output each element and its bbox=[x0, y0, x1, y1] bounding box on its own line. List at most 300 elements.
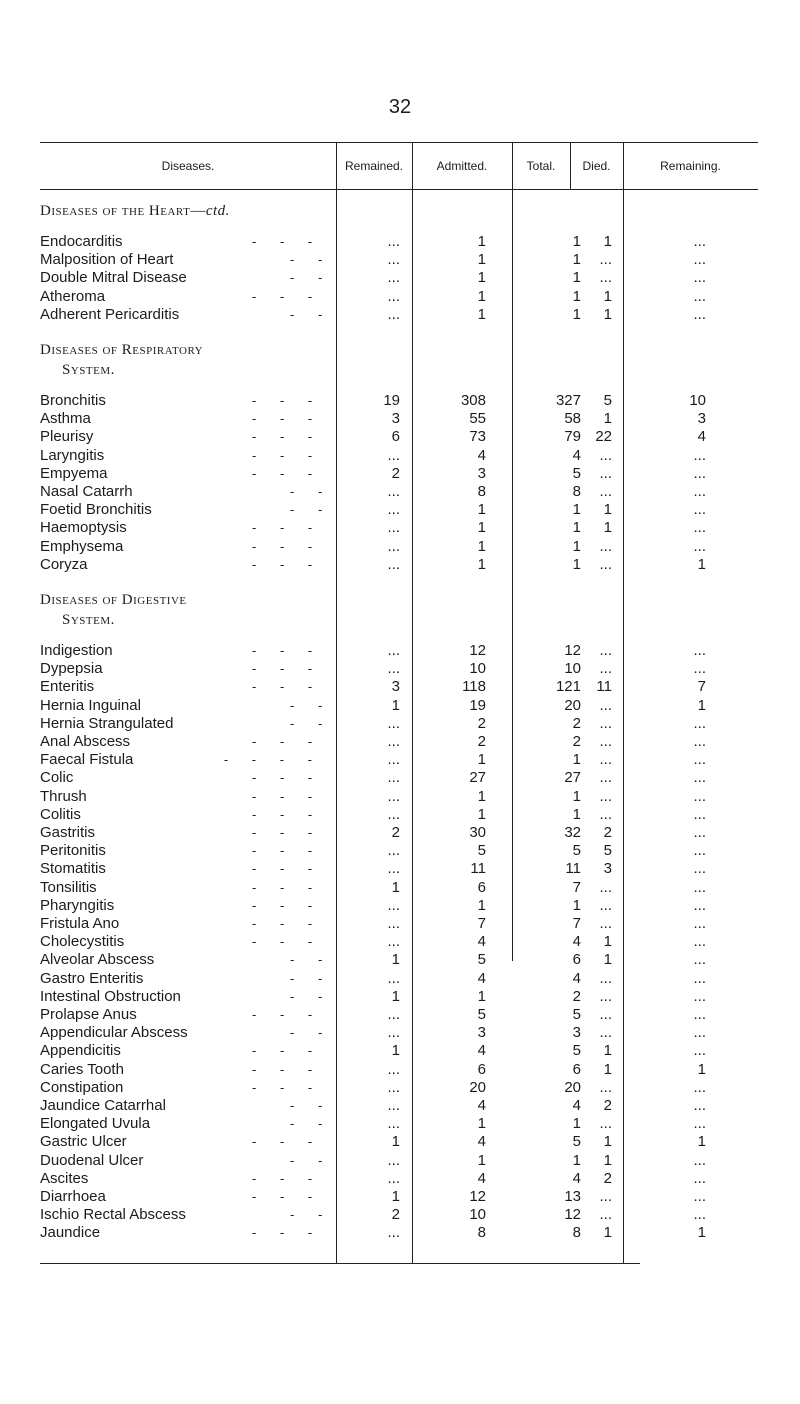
cell-total: 4 bbox=[572, 1169, 581, 1187]
cell-total: 4 bbox=[572, 1097, 581, 1114]
cell-remained: ... bbox=[387, 251, 400, 269]
cell-remaining: ... bbox=[693, 896, 706, 914]
leader-dashes: - - - bbox=[252, 465, 313, 481]
cell-remaining: ... bbox=[693, 305, 706, 323]
table-row bbox=[40, 842, 758, 860]
table-row bbox=[40, 447, 758, 465]
cell-remained: 1 bbox=[391, 1042, 400, 1060]
leader-dashes: - - bbox=[290, 988, 323, 1004]
section-title-line: System. bbox=[62, 362, 115, 378]
cell-remained: ... bbox=[387, 787, 400, 805]
cell-died: ... bbox=[599, 537, 612, 555]
cell-admitted: 30 bbox=[469, 824, 486, 841]
cell-total: 6 bbox=[572, 1060, 581, 1078]
disease-name: Double Mitral Disease bbox=[40, 269, 187, 287]
cell-admitted: 118 bbox=[462, 678, 486, 696]
cell-died: ... bbox=[599, 969, 612, 987]
disease-name: Gastro Enteritis bbox=[40, 969, 144, 987]
disease-name: Dypepsia bbox=[40, 660, 103, 678]
cell-admitted: 4 bbox=[477, 1097, 486, 1114]
cell-remained: ... bbox=[387, 1060, 400, 1078]
cell-total: 58 bbox=[564, 410, 581, 428]
disease-name: Bronchitis bbox=[40, 392, 106, 409]
cell-admitted: 1 bbox=[477, 501, 486, 519]
cell-remaining: ... bbox=[693, 1042, 706, 1060]
cell-remained: 3 bbox=[391, 678, 400, 696]
cell-admitted: 1 bbox=[477, 751, 486, 769]
leader-dashes: - - - bbox=[252, 788, 313, 804]
cell-died: ... bbox=[599, 714, 612, 732]
disease-name: Adherent Pericarditis bbox=[40, 305, 180, 323]
cell-remaining: ... bbox=[693, 878, 706, 896]
cell-total: 4 bbox=[572, 446, 581, 464]
cell-total: 1 bbox=[572, 751, 581, 769]
disease-name: Nasal Catarrh bbox=[40, 483, 133, 500]
column-header: Total. bbox=[526, 159, 556, 173]
table-row bbox=[40, 860, 758, 878]
cell-died: 22 bbox=[595, 428, 612, 446]
disease-name: Fristula Ano bbox=[40, 915, 120, 932]
cell-admitted: 6 bbox=[477, 1060, 486, 1078]
cell-total: 1 bbox=[572, 287, 581, 305]
cell-remained: ... bbox=[387, 446, 400, 464]
leader-dashes: - - - bbox=[252, 934, 313, 950]
table-row bbox=[40, 1152, 758, 1170]
disease-name: Tonsilitis bbox=[40, 878, 97, 896]
cell-total: 12 bbox=[564, 642, 581, 659]
table-row bbox=[40, 538, 758, 556]
cell-total: 32 bbox=[564, 824, 581, 841]
cell-remained: ... bbox=[387, 642, 400, 659]
cell-admitted: 8 bbox=[477, 1224, 486, 1242]
leader-dashes: - - - bbox=[252, 1043, 313, 1059]
cell-admitted: 20 bbox=[469, 1078, 486, 1096]
disease-name: Thrush bbox=[40, 787, 87, 805]
disease-name: Anal Abscess bbox=[40, 733, 131, 750]
disease-name: Alveolar Abscess bbox=[40, 951, 155, 969]
section-title-line: Diseases of Digestive bbox=[40, 592, 187, 608]
cell-total: 79 bbox=[564, 428, 581, 446]
cell-died: 1 bbox=[603, 287, 612, 305]
leader-dashes: - - bbox=[290, 306, 323, 322]
leader-dashes: - - bbox=[290, 697, 323, 713]
cell-died: 1 bbox=[603, 1151, 612, 1169]
leader-dashes: - - - bbox=[252, 556, 313, 572]
cell-died: ... bbox=[599, 805, 612, 823]
cell-total: 3 bbox=[572, 1024, 581, 1042]
cell-remaining: ... bbox=[693, 537, 706, 555]
cell-admitted: 6 bbox=[477, 878, 486, 896]
table-row bbox=[40, 660, 758, 678]
table-row bbox=[40, 879, 758, 897]
disease-name: Malposition of Heart bbox=[40, 251, 174, 269]
cell-admitted: 27 bbox=[469, 769, 486, 787]
cell-total: 1 bbox=[572, 787, 581, 805]
cell-total: 1 bbox=[572, 555, 581, 573]
cell-remaining: ... bbox=[693, 842, 706, 860]
table-row bbox=[40, 733, 758, 751]
disease-name: Indigestion bbox=[40, 642, 113, 659]
cell-remaining: ... bbox=[693, 969, 706, 987]
cell-total: 2 bbox=[572, 714, 581, 732]
cell-admitted: 1 bbox=[477, 269, 486, 287]
disease-name: Haemoptysis bbox=[40, 519, 127, 537]
cell-total: 5 bbox=[572, 1133, 581, 1151]
disease-name: Colitis bbox=[40, 805, 81, 823]
leader-dashes: - - bbox=[290, 1207, 323, 1223]
table-row bbox=[40, 519, 758, 537]
cell-remained: ... bbox=[387, 501, 400, 519]
cell-died: 1 bbox=[603, 951, 612, 969]
table-row bbox=[40, 1133, 758, 1151]
disease-name: Colic bbox=[40, 769, 74, 787]
cell-died: ... bbox=[599, 483, 612, 500]
cell-remaining: ... bbox=[693, 933, 706, 951]
cell-died: 1 bbox=[603, 233, 612, 250]
cell-remained: ... bbox=[387, 805, 400, 823]
cell-died: ... bbox=[599, 987, 612, 1005]
table-row bbox=[40, 988, 758, 1006]
cell-died: 2 bbox=[603, 1169, 612, 1187]
cell-admitted: 1 bbox=[477, 896, 486, 914]
cell-total: 2 bbox=[572, 733, 581, 750]
leader-dashes: - - bbox=[290, 1098, 323, 1113]
leader-dashes: - - bbox=[290, 1116, 323, 1132]
cell-remaining: ... bbox=[693, 1006, 706, 1023]
table-row bbox=[40, 288, 758, 306]
disease-name: Stomatitis bbox=[40, 860, 106, 878]
leader-dashes: - - - bbox=[252, 1079, 313, 1095]
cell-total: 8 bbox=[572, 1224, 581, 1242]
cell-remained: ... bbox=[387, 1006, 400, 1023]
table-row bbox=[40, 715, 758, 733]
cell-admitted: 1 bbox=[477, 287, 486, 305]
cell-died: 1 bbox=[603, 1060, 612, 1078]
leader-dashes: - - bbox=[290, 270, 323, 286]
cell-died: 1 bbox=[603, 410, 612, 428]
table-row bbox=[40, 1097, 758, 1115]
cell-remaining: ... bbox=[693, 519, 706, 537]
cell-admitted: 1 bbox=[477, 987, 486, 1005]
cell-remaining: ... bbox=[693, 1151, 706, 1169]
cell-remaining: ... bbox=[693, 501, 706, 519]
cell-remaining: ... bbox=[693, 787, 706, 805]
cell-total: 5 bbox=[572, 842, 581, 860]
leader-dashes: - - - bbox=[252, 879, 313, 895]
cell-died: ... bbox=[599, 733, 612, 750]
cell-remaining: ... bbox=[693, 769, 706, 787]
leader-dashes: - - bbox=[290, 252, 323, 268]
table-row bbox=[40, 1224, 758, 1242]
cell-admitted: 1 bbox=[477, 233, 486, 250]
cell-remained: 6 bbox=[391, 428, 400, 446]
cell-admitted: 5 bbox=[477, 1006, 486, 1023]
cell-remaining: ... bbox=[693, 915, 706, 932]
cell-total: 7 bbox=[572, 915, 581, 932]
cell-remained: 3 bbox=[391, 410, 400, 428]
disease-name: Hernia Inguinal bbox=[40, 696, 141, 714]
table-row bbox=[40, 1115, 758, 1133]
cell-remaining: ... bbox=[693, 951, 706, 969]
cell-remained: 1 bbox=[391, 878, 400, 896]
cell-total: 10 bbox=[564, 660, 581, 678]
leader-dashes: - - bbox=[290, 1025, 323, 1041]
table-row bbox=[40, 1061, 758, 1079]
disease-name: Cholecystitis bbox=[40, 933, 125, 951]
disease-name: Prolapse Anus bbox=[40, 1006, 137, 1023]
cell-died: 1 bbox=[603, 1224, 612, 1242]
cell-total: 11 bbox=[565, 860, 581, 878]
table-row bbox=[40, 970, 758, 988]
cell-remained: ... bbox=[387, 915, 400, 932]
leader-dashes: - - - bbox=[252, 1061, 313, 1077]
cell-remaining: 4 bbox=[697, 428, 706, 446]
leader-dashes: - - - bbox=[252, 234, 313, 249]
cell-remaining: ... bbox=[693, 233, 706, 250]
cell-remaining: 1 bbox=[697, 1060, 706, 1078]
cell-total: 1 bbox=[572, 537, 581, 555]
cell-remained: ... bbox=[387, 860, 400, 878]
cell-remained: ... bbox=[387, 555, 400, 573]
cell-remained: 1 bbox=[391, 1133, 400, 1151]
cell-died: 5 bbox=[603, 392, 612, 409]
cell-admitted: 2 bbox=[477, 714, 486, 732]
cell-remaining: ... bbox=[693, 446, 706, 464]
cell-remained: ... bbox=[387, 751, 400, 769]
leader-dashes: - - bbox=[290, 484, 323, 499]
disease-name: Hernia Strangulated bbox=[40, 714, 174, 732]
cell-total: 1 bbox=[572, 269, 581, 287]
cell-remained: 1 bbox=[391, 951, 400, 969]
table-row bbox=[40, 410, 758, 428]
leader-dashes: - - - - bbox=[223, 752, 312, 768]
cell-remaining: ... bbox=[693, 1024, 706, 1042]
disease-name: Constipation bbox=[40, 1078, 124, 1096]
leader-dashes: - - - bbox=[252, 861, 313, 877]
disease-name: Diarrhoea bbox=[40, 1188, 106, 1205]
cell-total: 1 bbox=[572, 519, 581, 537]
cell-died: ... bbox=[599, 1006, 612, 1023]
cell-admitted: 1 bbox=[477, 1151, 486, 1169]
cell-remained: ... bbox=[387, 1224, 400, 1242]
leader-dashes: - - - bbox=[252, 661, 313, 677]
cell-remaining: ... bbox=[693, 251, 706, 269]
cell-died: 1 bbox=[603, 1042, 612, 1060]
leader-dashes: - - - bbox=[252, 411, 313, 427]
header-rule bbox=[40, 189, 758, 190]
cell-died: 2 bbox=[603, 824, 612, 841]
leader-dashes: - - - bbox=[252, 1189, 313, 1204]
cell-total: 5 bbox=[572, 1042, 581, 1060]
cell-died: ... bbox=[599, 660, 612, 678]
cell-remaining: ... bbox=[693, 464, 706, 482]
cell-remaining: 3 bbox=[697, 410, 706, 428]
cell-admitted: 1 bbox=[477, 537, 486, 555]
cell-admitted: 4 bbox=[477, 1169, 486, 1187]
table-row bbox=[40, 306, 758, 324]
cell-admitted: 10 bbox=[469, 660, 486, 678]
cell-total: 2 bbox=[572, 987, 581, 1005]
cell-remaining: 7 bbox=[697, 678, 706, 696]
cell-died: 1 bbox=[603, 933, 612, 951]
cell-died: 1 bbox=[603, 501, 612, 519]
section-title-text: Diseases of the Heart— bbox=[40, 203, 206, 219]
cell-died: 2 bbox=[603, 1097, 612, 1114]
cell-died: ... bbox=[599, 555, 612, 573]
cell-total: 20 bbox=[564, 1078, 581, 1096]
table-row bbox=[40, 501, 758, 519]
table-row bbox=[40, 824, 758, 842]
cell-total: 1 bbox=[572, 896, 581, 914]
disease-name: Intestinal Obstruction bbox=[40, 987, 181, 1005]
cell-admitted: 19 bbox=[469, 696, 486, 714]
cell-admitted: 4 bbox=[477, 969, 486, 987]
cell-remained: 1 bbox=[391, 1188, 400, 1205]
cell-died: 1 bbox=[603, 519, 612, 537]
cell-admitted: 10 bbox=[469, 1206, 486, 1224]
disease-name: Gastric Ulcer bbox=[40, 1133, 127, 1151]
leader-dashes: - - - bbox=[252, 520, 313, 536]
leader-dashes: - - - bbox=[252, 643, 313, 658]
disease-name: Appendicular Abscess bbox=[40, 1024, 188, 1042]
cell-remaining: ... bbox=[693, 987, 706, 1005]
cell-remaining: ... bbox=[693, 805, 706, 823]
table-row bbox=[40, 751, 758, 769]
cell-remaining: 1 bbox=[697, 696, 706, 714]
cell-remained: ... bbox=[387, 933, 400, 951]
table-row bbox=[40, 1079, 758, 1097]
table-row bbox=[40, 483, 758, 501]
cell-remained: ... bbox=[387, 714, 400, 732]
cell-total: 1 bbox=[572, 233, 581, 250]
cell-remaining: ... bbox=[693, 269, 706, 287]
leader-dashes: - - bbox=[290, 502, 323, 518]
leader-dashes: - - - bbox=[252, 843, 313, 859]
leader-dashes: - - - bbox=[252, 770, 313, 786]
cell-total: 12 bbox=[564, 1206, 581, 1224]
cell-remained: ... bbox=[387, 519, 400, 537]
cell-admitted: 12 bbox=[469, 642, 486, 659]
cell-admitted: 1 bbox=[477, 1115, 486, 1133]
bottom-rule bbox=[40, 1263, 640, 1264]
cell-admitted: 308 bbox=[460, 392, 486, 409]
cell-died: 1 bbox=[603, 1133, 612, 1151]
cell-total: 4 bbox=[572, 969, 581, 987]
table-row bbox=[40, 897, 758, 915]
leader-dashes: - - - bbox=[252, 1007, 313, 1022]
cell-total: 1 bbox=[572, 1115, 581, 1133]
disease-name: Emphysema bbox=[40, 537, 124, 555]
cell-admitted: 73 bbox=[469, 428, 486, 446]
leader-dashes: - - - bbox=[252, 288, 313, 304]
table-row bbox=[40, 1042, 758, 1060]
cell-died: 11 bbox=[596, 678, 612, 696]
leader-dashes: - - - bbox=[252, 1225, 313, 1241]
cell-died: ... bbox=[599, 1188, 612, 1205]
cell-remained: 2 bbox=[391, 464, 400, 482]
cell-remaining: ... bbox=[693, 733, 706, 750]
cell-admitted: 12 bbox=[469, 1188, 486, 1205]
cell-remaining: ... bbox=[693, 483, 706, 500]
cell-died: ... bbox=[599, 696, 612, 714]
cell-admitted: 1 bbox=[477, 305, 486, 323]
cell-remained: 2 bbox=[391, 824, 400, 841]
cell-remaining: 1 bbox=[697, 555, 706, 573]
cell-remained: ... bbox=[387, 969, 400, 987]
table-row bbox=[40, 465, 758, 483]
cell-admitted: 1 bbox=[477, 519, 486, 537]
disease-name: Ischio Rectal Abscess bbox=[40, 1206, 186, 1224]
cell-remained: 1 bbox=[391, 696, 400, 714]
cell-admitted: 3 bbox=[477, 464, 486, 482]
leader-dashes: - - - bbox=[252, 429, 313, 445]
cell-died: ... bbox=[599, 446, 612, 464]
cell-died: ... bbox=[599, 1078, 612, 1096]
cell-remaining: ... bbox=[693, 660, 706, 678]
cell-total: 1 bbox=[572, 305, 581, 323]
column-header: Admitted. bbox=[436, 159, 488, 173]
cell-died: ... bbox=[599, 464, 612, 482]
cell-admitted: 2 bbox=[477, 733, 486, 750]
cell-remained: 19 bbox=[383, 392, 400, 409]
cell-remaining: ... bbox=[693, 751, 706, 769]
disease-name: Asthma bbox=[40, 410, 91, 428]
cell-died: ... bbox=[599, 915, 612, 932]
cell-remained: ... bbox=[387, 733, 400, 750]
cell-remained: ... bbox=[387, 1024, 400, 1042]
cell-remaining: ... bbox=[693, 642, 706, 659]
disease-name: Empyema bbox=[40, 464, 108, 482]
table-row bbox=[40, 678, 758, 696]
cell-remaining: ... bbox=[693, 860, 706, 878]
section-title bbox=[40, 590, 187, 630]
cell-remaining: 1 bbox=[697, 1133, 706, 1151]
cell-admitted: 4 bbox=[477, 933, 486, 951]
table-row bbox=[40, 1006, 758, 1024]
cell-admitted: 1 bbox=[477, 251, 486, 269]
cell-remained: ... bbox=[387, 660, 400, 678]
cell-died: ... bbox=[599, 642, 612, 659]
cell-admitted: 4 bbox=[477, 1133, 486, 1151]
cell-total: 8 bbox=[572, 483, 581, 500]
leader-dashes: - - - bbox=[252, 538, 313, 554]
cell-died: ... bbox=[599, 1115, 612, 1133]
column-header: Remained. bbox=[344, 159, 404, 173]
cell-remaining: ... bbox=[693, 287, 706, 305]
cell-remaining: ... bbox=[693, 1169, 706, 1187]
cell-total: 5 bbox=[572, 464, 581, 482]
cell-died: ... bbox=[599, 751, 612, 769]
table-row bbox=[40, 915, 758, 933]
cell-total: 1 bbox=[572, 501, 581, 519]
cell-total: 20 bbox=[564, 696, 581, 714]
cell-total: 13 bbox=[564, 1188, 581, 1205]
cell-died: ... bbox=[599, 787, 612, 805]
cell-remained: ... bbox=[387, 896, 400, 914]
disease-name: Pleurisy bbox=[40, 428, 94, 446]
leader-dashes: - - - bbox=[252, 1134, 313, 1150]
disease-name: Enteritis bbox=[40, 678, 95, 696]
cell-total: 4 bbox=[572, 933, 581, 951]
leader-dashes: - - - bbox=[252, 679, 313, 695]
disease-name: Faecal Fistula bbox=[40, 751, 134, 769]
column-header: Diseases. bbox=[161, 159, 215, 173]
leader-dashes: - - - bbox=[252, 393, 313, 408]
table-row bbox=[40, 428, 758, 446]
cell-died: ... bbox=[599, 1206, 612, 1224]
cell-died: 3 bbox=[603, 860, 612, 878]
table-row bbox=[40, 392, 758, 410]
